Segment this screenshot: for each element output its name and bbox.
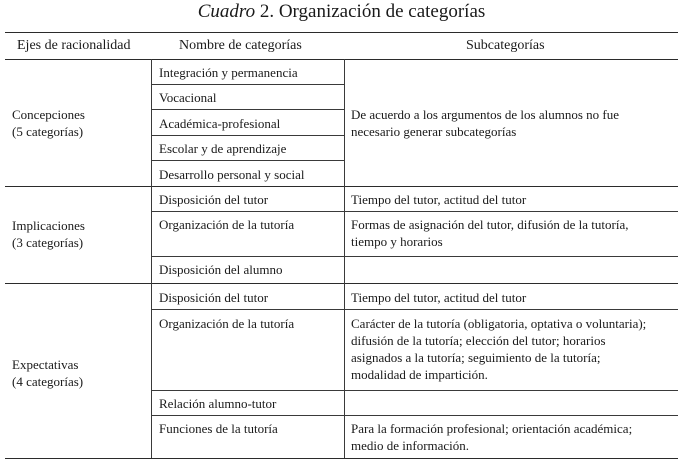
category-cell: Disposición del tutor: [159, 290, 269, 305]
subcategory-line: Carácter de la tutoría (obligatoria, optativa o voluntaria);: [351, 316, 647, 331]
category-cell: Académica-profesional: [159, 116, 281, 131]
row-divider: [151, 135, 344, 136]
category-cell: Vocacional: [159, 90, 217, 105]
subcategory-line: Para la formación profesional; orientación académica;: [351, 421, 633, 436]
subcategory-line: Formas de asignación del tutor, difusión de la tutoría,: [351, 217, 629, 232]
subcategory-cell: [351, 420, 632, 454]
axis-concepciones: [12, 106, 85, 140]
table-title-text: Organización de categorías: [278, 1, 486, 22]
column-divider: [344, 59, 345, 458]
row-divider: [151, 160, 344, 161]
subcategory-line: medio de información.: [351, 438, 470, 453]
row-divider: [151, 415, 678, 416]
header-rule: [5, 59, 678, 60]
axis-count: (4 categorías): [12, 374, 84, 389]
category-cell: Desarrollo personal y social: [159, 167, 305, 182]
subcategory-cell: [351, 216, 628, 250]
subcategory-line: Tiempo del tutor, actitud del tutor: [351, 192, 527, 207]
row-divider: [151, 211, 678, 212]
axis-count: (3 categorías): [12, 235, 84, 250]
category-cell: Relación alumno-tutor: [159, 396, 277, 411]
section-rule: [5, 186, 678, 187]
row-divider: [151, 256, 678, 257]
row-divider: [151, 84, 344, 85]
bottom-rule: [5, 458, 678, 459]
table-label: Cuadro: [197, 1, 256, 22]
header-categories: Nombre de categorías: [179, 38, 302, 53]
row-divider: [151, 109, 344, 110]
category-cell: Integración y permanencia: [159, 65, 298, 80]
subcategory-line: Tiempo del tutor, actitud del tutor: [351, 290, 527, 305]
subcategory-line: asignados a la tutoría; seguimiento de la tutoría;: [351, 350, 601, 365]
row-divider: [151, 309, 678, 310]
subcategory-line: De acuerdo a los argumentos de los alumnos no fue: [351, 107, 619, 122]
row-divider: [151, 390, 678, 391]
header-subcategories: Subcategorías: [466, 38, 545, 53]
section-rule: [5, 283, 678, 284]
subcategory-cell: [351, 106, 619, 140]
subcategory-line: necesario generar subcategorías: [351, 124, 517, 139]
axis-name: Concepciones: [12, 107, 85, 122]
axis-count: (5 categorías): [12, 124, 84, 139]
column-divider: [151, 59, 152, 458]
table-number: 2.: [259, 1, 275, 22]
category-cell: Organización de la tutoría: [159, 316, 295, 331]
subcategory-cell: [351, 289, 526, 306]
subcategory-line: tiempo y horarios: [351, 234, 443, 249]
table-title: [0, 0, 683, 26]
category-cell: Disposición del tutor: [159, 192, 269, 207]
axis-name: Implicaciones: [12, 218, 85, 233]
subcategory-line: modalidad de impartición.: [351, 367, 488, 382]
subcategory-cell: [351, 315, 646, 383]
top-rule: [5, 32, 678, 33]
axis-implicaciones: [12, 217, 85, 251]
axis-expectativas: [12, 356, 83, 390]
category-cell: Disposición del alumno: [159, 262, 283, 277]
category-cell: Organización de la tutoría: [159, 217, 295, 232]
header-axes: Ejes de racionalidad: [17, 38, 131, 53]
category-cell: Funciones de la tutoría: [159, 421, 278, 436]
subcategory-line: difusión de la tutoría; elección del tutor; horarios: [351, 333, 606, 348]
category-cell: Escolar y de aprendizaje: [159, 141, 287, 156]
subcategory-cell: [351, 191, 526, 208]
axis-name: Expectativas: [12, 357, 79, 372]
